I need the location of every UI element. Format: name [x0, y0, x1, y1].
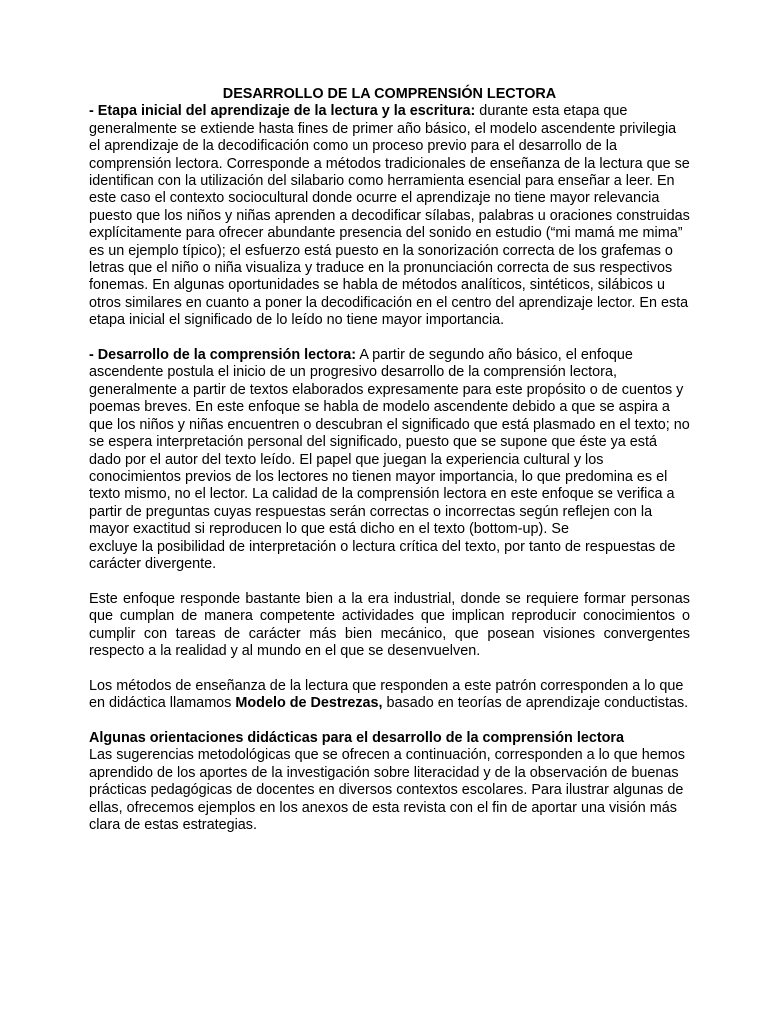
section-orientaciones-heading: Algunas orientaciones didácticas para el desarrollo de la comprensión lectora [89, 729, 625, 746]
document-title: DESARROLLO DE LA COMPRENSIÓN LECTORA [222, 86, 557, 102]
section-desarrollo-body: A partir de segundo año básico, el enfoque ascendente postula el inicio de un progresivo desarrollo de la comprensión lectora, generalmente a partir de textos elaborados expresamente para este propósito o de cuentos y poemas breves. En este enfoque se habla de modelo ascendente debido a que se aspira a que los niños y niñas encuentren o descubran el significado que está plasmado en el texto; no se espera interpretación personal del significado, puesto que se supone que éste ya está dado por el autor del texto leído. El papel que juegan la experiencia cultural y los conocimientos previos de los lectores no tienen mayor importancia, lo que predomina es el texto mismo, no el lector. La calidad de la comprensión lectora en este enfoque se verifica a partir de preguntas cuyas respuestas serán correctas o incorrectas según reflejen con la mayor exactitud si reproducen lo que está dicho en el texto (bottom-up). Se [89, 347, 690, 538]
section-desarrollo-heading: - Desarrollo de la comprensión lectora: [89, 347, 357, 364]
section-etapa-inicial [89, 103, 690, 329]
paragraph-spacer [89, 573, 690, 590]
paragraph-spacer [89, 330, 690, 347]
paragraph-spacer [89, 660, 690, 677]
section-etapa-inicial-heading: - Etapa inicial del aprendizaje de la lectura y la escritura: [89, 103, 476, 120]
section-etapa-inicial-body: durante esta etapa que generalmente se extiende hasta fines de primer año básico, el modelo ascendente privilegia el aprendizaje de la decodificación como un proceso previo para el desarrollo de la comprensión lectora. Corresponde a métodos tradicionales de enseñanza de la lectura que se identifican con la utilización del silabario como herramienta esencial para enseñar a leer. En este caso el contexto sociocultural donde ocurre el aprendizaje no tiene mayor relevancia puesto que los niños y niñas aprenden a decodificar sílabas, palabras u oraciones construidas explícitamente para ofrecer abundante presencia del sonido en estudio (“mi mamá me mima” es un ejemplo típico); el esfuerzo está puesto en la sonorización correcta de los grafemas o letras que el niño o niña visualiza y traduce en la pronunciación correcta de sus respectivos fonemas. En algunas oportunidades se habla de métodos analíticos, sintéticos, silábicos u otros similares en cuanto a poner la decodificación en el centro del aprendizaje lector. En esta etapa inicial el significado de lo leído no tiene mayor importancia. [89, 103, 690, 329]
paragraph-metodos-text-after: basado en teorías de aprendizaje conductistas. [382, 695, 689, 712]
paragraph-spacer [89, 713, 690, 730]
paragraph-metodos [89, 678, 690, 713]
section-desarrollo-continuation: excluye la posibilidad de interpretación o lectura crítica del texto, por tanto de respuestas de carácter divergente. [89, 538, 676, 572]
modelo-destrezas-term: Modelo de Destrezas, [235, 695, 383, 712]
section-desarrollo [89, 347, 690, 538]
section-orientaciones-body: Las sugerencias metodológicas que se ofrecen a continuación, corresponden a lo que hemos aprendido de los aportes de la investigación sobre literacidad y de la observación de buenas prácticas pedagógicas de docentes en diversos contextos escolares. Para ilustrar algunas de ellas, ofrecemos ejemplos en los anexos de esta revista con el fin de aportar una visión más clara de estas estrategias. [89, 747, 685, 833]
paragraph-era-industrial: Este enfoque responde bastante bien a la era industrial, donde se requiere formar personas que cumplan de manera competente actividades que implican reproducir conocimientos o cumplir con tareas de carácter más bien mecánico, que posean visiones convergentes respecto a la realidad y al mundo en el que se desenvuelven. [89, 590, 690, 659]
paragraph-metodos-text-before: Los métodos de enseñanza de la lectura que responden a este patrón corresponden a lo que en didáctica llamamos [89, 677, 684, 712]
